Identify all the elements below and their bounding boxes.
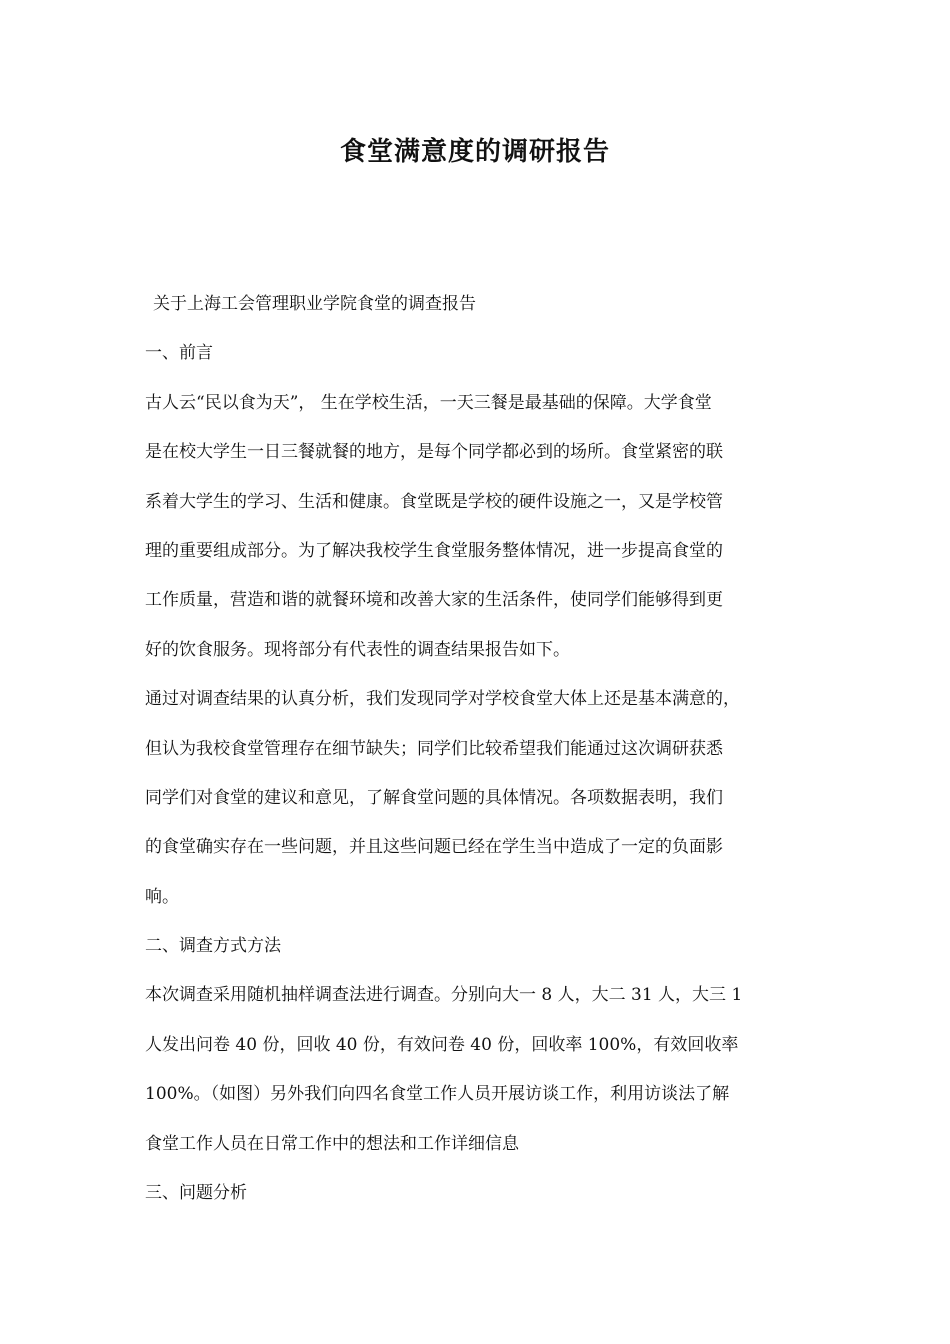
paragraph-line: 好的饮食服务。现将部分有代表性的调查结果报告如下。	[145, 639, 570, 660]
paragraph-line: 人发出问卷 40 份，回收 40 份，有效问卷 40 份，回收率 100%，有效回收率	[145, 1034, 739, 1055]
section-heading-preface: 一、前言	[145, 343, 213, 364]
paragraph-line: 通过对调查结果的认真分析，我们发现同学对学校食堂大体上还是基本满意的，	[145, 689, 740, 710]
paragraph-line: 古人云“民以食为天”， 生在学校生活，一天三餐是最基础的保障。大学食堂	[145, 392, 712, 413]
paragraph-line: 食堂工作人员在日常工作中的想法和工作详细信息	[145, 1133, 519, 1154]
paragraph-line: 工作质量，营造和谐的就餐环境和改善大家的生活条件，使同学们能够得到更	[145, 590, 723, 611]
document-body	[145, 288, 817, 1226]
paragraph-line: 是在校大学生一日三餐就餐的地方，是每个同学都必到的场所。食堂紧密的联	[145, 442, 723, 463]
paragraph-line: 响。	[145, 886, 179, 907]
paragraph-line: 理的重要组成部分。为了解决我校学生食堂服务整体情况，进一步提高食堂的	[145, 540, 723, 561]
paragraph-line: 本次调查采用随机抽样调查法进行调查。分别向大一 8 人，大二 31 人，大三 1	[145, 985, 743, 1006]
document-title: 食堂满意度的调研报告	[339, 137, 610, 167]
paragraph-line: 的食堂确实存在一些问题，并且这些问题已经在学生当中造成了一定的负面影	[145, 837, 723, 858]
paragraph-line: 100%。（如图）另外我们向四名食堂工作人员开展访谈工作，利用访谈法了解	[145, 1084, 730, 1105]
paragraph-line: 系着大学生的学习、生活和健康。食堂既是学校的硬件设施之一，又是学校管	[145, 491, 723, 512]
section-heading-methods: 二、调查方式方法	[145, 936, 281, 957]
subtitle-line: 关于上海工会管理职业学院食堂的调查报告	[153, 294, 476, 314]
paragraph-line: 但认为我校食堂管理存在细节缺失；同学们比较希望我们能通过这次调研获悉	[145, 738, 723, 759]
section-heading-analysis: 三、问题分析	[145, 1183, 247, 1204]
paragraph-line: 同学们对食堂的建议和意见，了解食堂问题的具体情况。各项数据表明，我们	[145, 787, 723, 808]
